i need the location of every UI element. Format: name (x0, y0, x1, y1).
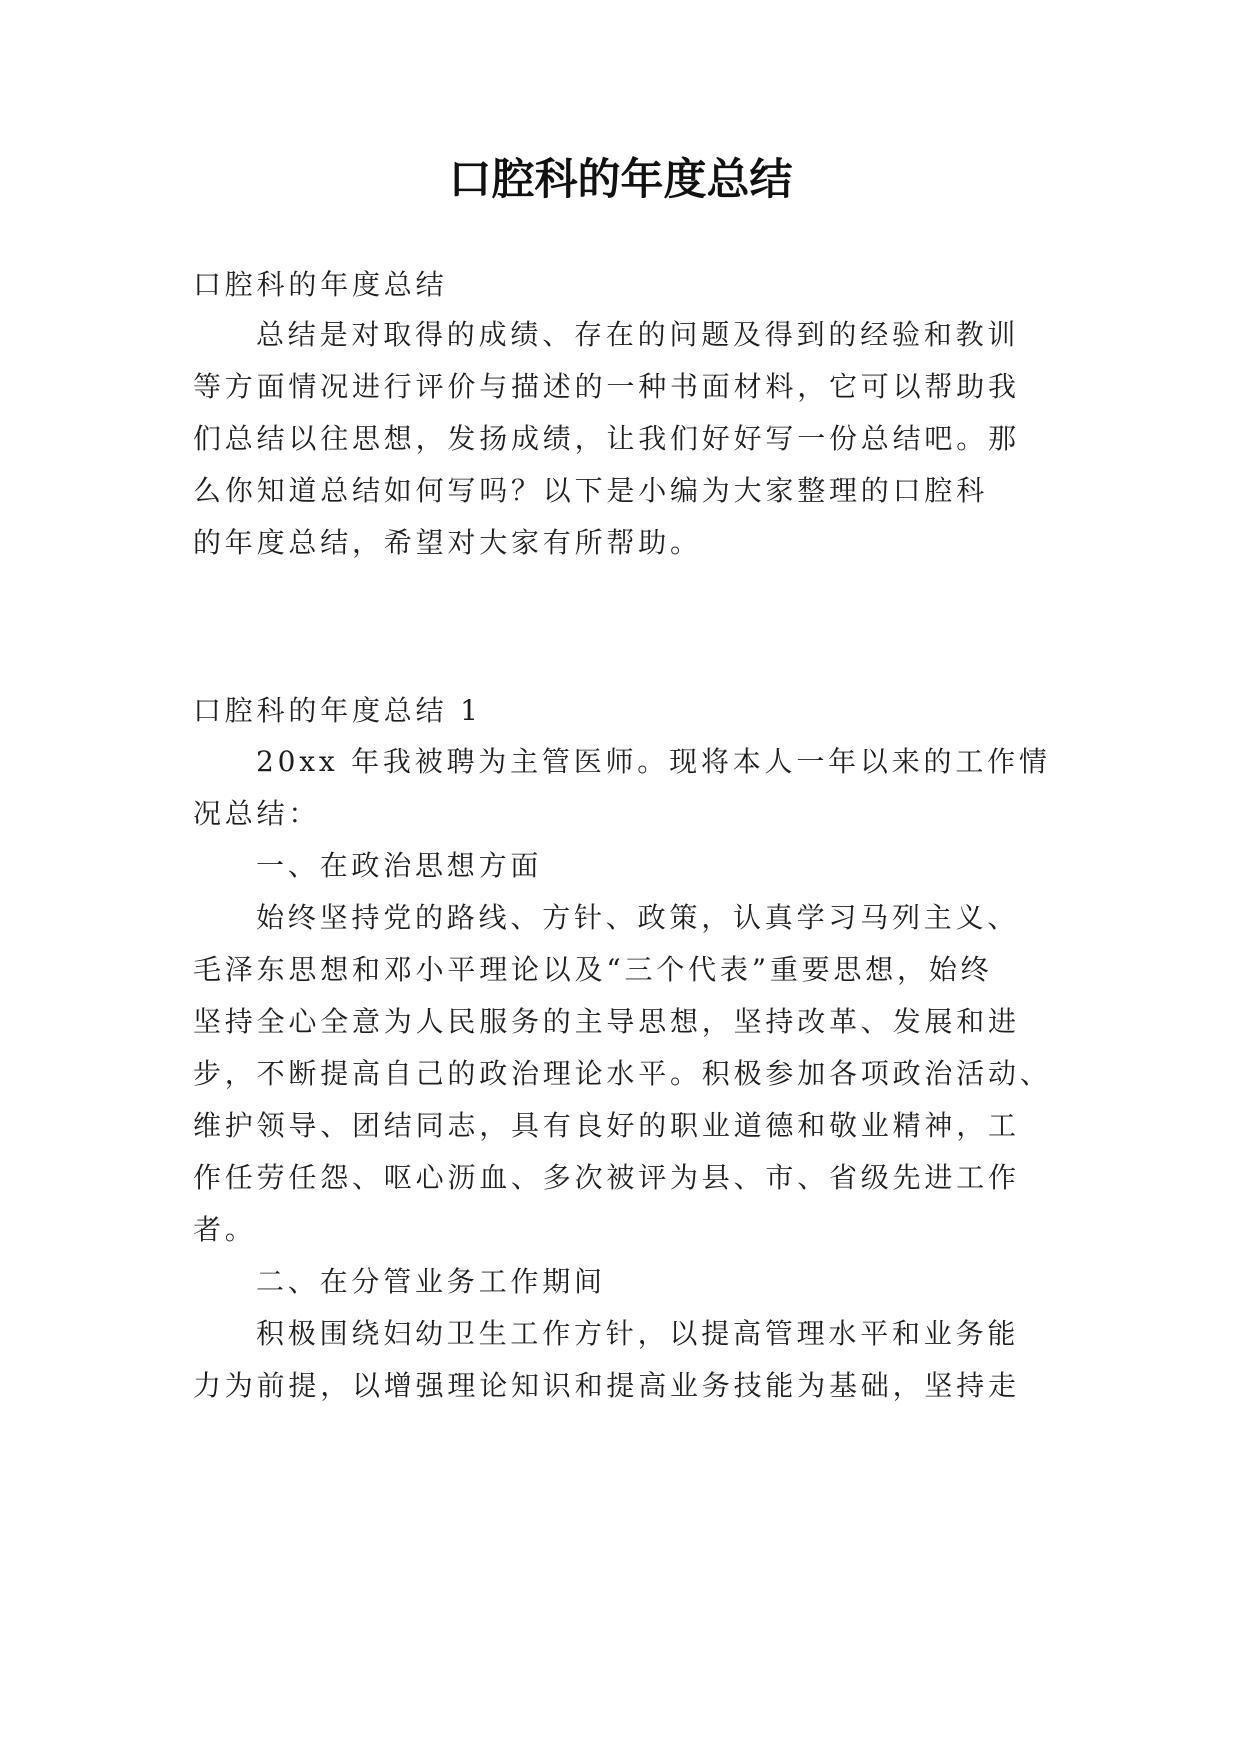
paragraph-line: 作任劳任怨、呕心沥血、多次被评为县、市、省级先进工作 (193, 1161, 1020, 1194)
paragraph-line: 始终坚持党的路线、方针、政策，认真学习马列主义、 (256, 901, 1020, 934)
paragraph-line: 力为前提，以增强理论知识和提高业务技能为基础，坚持走 (193, 1369, 1020, 1402)
paragraph-line: 积极围绕妇幼卫生工作方针，以提高管理水平和业务能 (256, 1317, 1020, 1350)
paragraph-line: 者。 (193, 1213, 257, 1246)
paragraph-line: 步，不断提高自己的政治理论水平。积极参加各项政治活动、 (193, 1057, 1052, 1090)
subsection-heading: 二、在分管业务工作期间 (256, 1265, 606, 1298)
paragraph-line: 况总结： (193, 797, 321, 830)
section-heading: 口腔科的年度总结 1 (193, 694, 482, 727)
page-title: 口腔科的年度总结 (448, 155, 793, 205)
paragraph-line: 20xx 年我被聘为主管医师。现将本人一年以来的工作情 (256, 745, 1051, 778)
paragraph-line: 么你知道总结如何写吗？以下是小编为大家整理的口腔科 (193, 474, 989, 507)
paragraph-line: 坚持全心全意为人民服务的主导思想，坚持改革、发展和进 (193, 1005, 1020, 1038)
subsection-heading: 一、在政治思想方面 (256, 849, 543, 882)
subtitle-line: 口腔科的年度总结 (193, 268, 448, 301)
paragraph-line: 总结是对取得的成绩、存在的问题及得到的经验和教训 (256, 318, 1020, 351)
paragraph-line: 的年度总结，希望对大家有所帮助。 (193, 526, 702, 559)
paragraph-line: 们总结以往思想，发扬成绩，让我们好好写一份总结吧。那 (193, 422, 1020, 455)
paragraph-line: 等方面情况进行评价与描述的一种书面材料，它可以帮助我 (193, 370, 1020, 403)
paragraph-line: 维护领导、团结同志，具有良好的职业道德和敬业精神，工 (193, 1109, 1020, 1142)
paragraph-line: 毛泽东思想和邓小平理论以及“三个代表”重要思想，始终 (193, 953, 993, 986)
